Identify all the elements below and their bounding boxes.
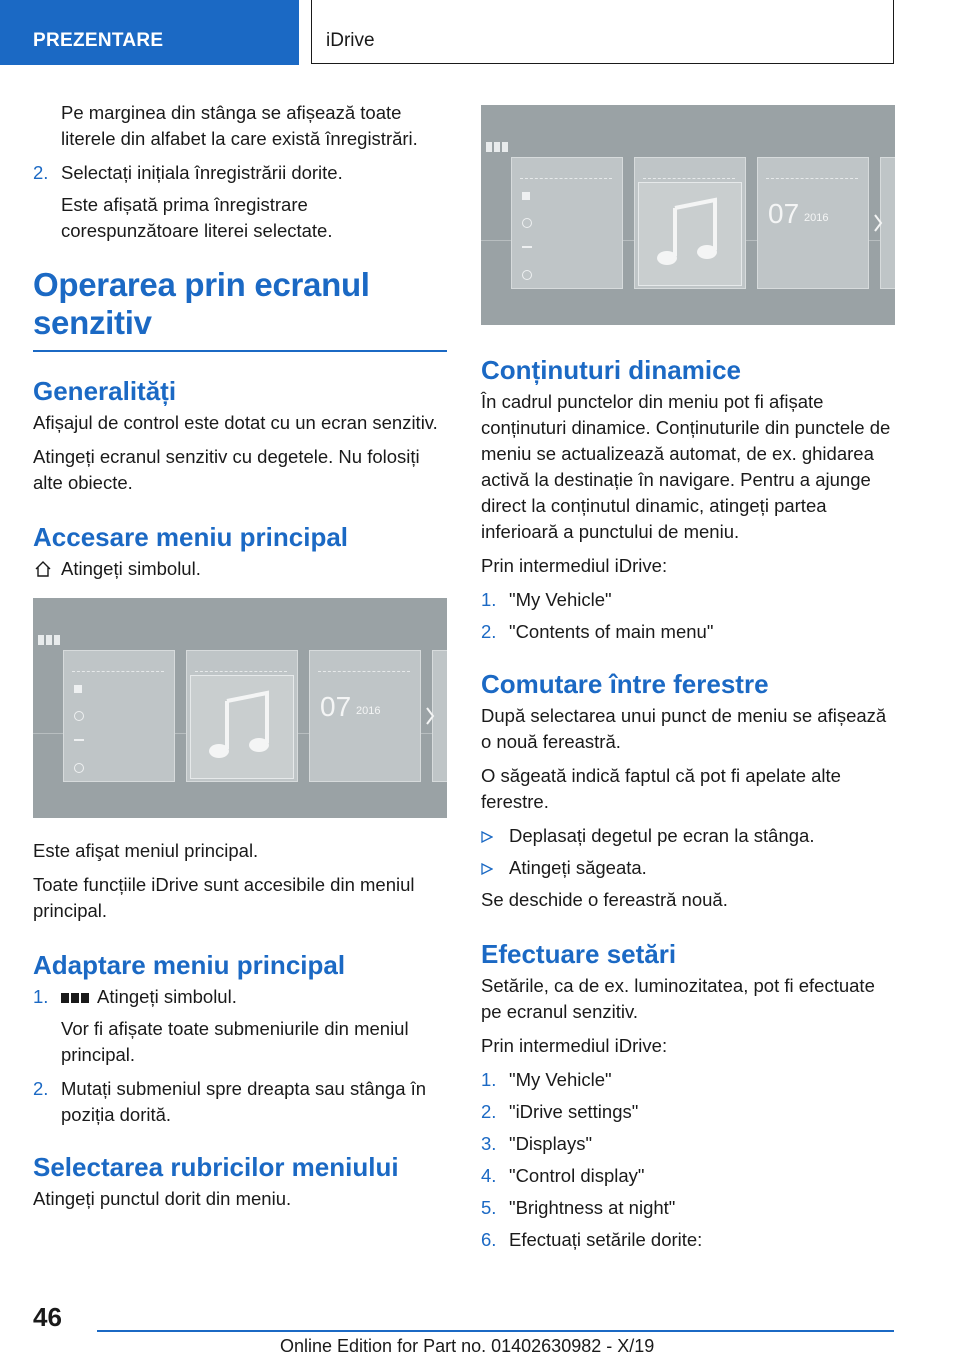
- right-column: [481, 105, 895, 1259]
- adapt-step-1-detail: Vor fi afișate toate submeniurile din meniul principal.: [61, 1017, 409, 1065]
- edition-text: Online Edition for Part no. 01402630982 - X/19: [280, 1336, 655, 1356]
- tile-year: 07: [320, 690, 352, 722]
- music-note-icon: [645, 188, 735, 278]
- dynamic-content-text: În cadrul punctelor din meniu pot fi afișate conținuturi dinamice. Conținuturile din punctele de meniu se actualizează automat, de ex. ghidarea activă la destinație în navigare. Pentru a ajunge direct la conținutul dinamic, atingeți partea inferioară a punctului de meniu.: [481, 391, 891, 542]
- settings-text: Setările, ca de ex. luminozitatea, pot fi efectuate pe ecranul senzitiv.: [481, 975, 875, 1022]
- step-2: 2. Selectați inițiala înregistrării dorite.: [33, 162, 343, 183]
- general-p1: Afișajul de control este dotat cu un ecran senzitiv.: [33, 411, 438, 433]
- settings-list-item: 1. "My Vehicle": [481, 1069, 612, 1090]
- tile-year: 07: [768, 198, 800, 229]
- heading-rule: [33, 350, 447, 352]
- info-tile: [757, 157, 869, 289]
- via-idrive-2: Prin intermediul iDrive:: [481, 1035, 668, 1056]
- media-tile: [186, 650, 298, 782]
- music-note-icon: [197, 681, 287, 771]
- main-heading: Operarea prin ecranul senzitiv: [33, 266, 370, 341]
- tile-year-small: 2016: [356, 704, 381, 717]
- bullet-item: Atingeți săgeata.: [481, 855, 895, 881]
- select-items-text: Atingeți punctul dorit din meniu.: [33, 1187, 292, 1209]
- vehicle-tile: [63, 650, 175, 782]
- chapter-title: iDrive: [326, 30, 375, 51]
- triangle-bullet-icon: [481, 863, 493, 875]
- dyn-list-item: 1. "My Vehicle": [481, 589, 612, 610]
- vehicle-tile: [511, 157, 623, 289]
- footer-rule: [97, 1330, 894, 1332]
- section-title: PREZENTARE: [33, 30, 164, 51]
- menu-grid-icon: [486, 139, 508, 155]
- info-tile: [309, 650, 421, 782]
- adapt-step-2: 2. Mutați submeniul spre dreapta sau stânga în poziția dorită.: [33, 1077, 427, 1125]
- section-dynamic-content: Conținuturi dinamice: [481, 355, 741, 385]
- section-general: Generalități: [33, 375, 177, 406]
- home-instruction: Atingeți simbolul.: [33, 556, 447, 582]
- chapter-tab: [311, 0, 894, 64]
- dynamic-content-screenshot: [481, 105, 895, 325]
- section-access-menu: Accesare meniu principal: [33, 521, 349, 552]
- triangle-bullet-icon: [481, 831, 493, 843]
- switch-windows-p2: O săgeată indică faptul că pot fi apelate alte ferestre.: [481, 765, 841, 812]
- bullet-item: Deplasați degetul pe ecran la stânga.: [481, 823, 895, 849]
- section-select-items: Selectarea rubricilor meniului: [33, 1151, 399, 1182]
- section-settings: Efectuare setări: [481, 939, 677, 969]
- chevron-right-icon: [873, 213, 883, 233]
- intro-text: Pe marginea din stânga se afișează toate literele din alfabet la care există înregistrări.: [61, 102, 418, 149]
- settings-list-item: 5. "Brightness at night": [481, 1197, 676, 1218]
- media-tile: [634, 157, 746, 289]
- general-p2: Atingeți ecranul senzitiv cu degetele. Nu folosiți alte obiecte.: [33, 445, 420, 493]
- main-menu-functions: Toate funcțiile iDrive sunt accesibile din meniul principal.: [33, 873, 415, 921]
- menu-grid-icon: [61, 989, 89, 1005]
- via-idrive: Prin intermediul iDrive:: [481, 555, 668, 576]
- adapt-step-1: 1. Atingeți simbolul.: [33, 985, 237, 1007]
- settings-list-item: 3. "Displays": [481, 1133, 593, 1154]
- step-2-detail: Este afișată prima înregistrare corespunzătoare literei selectate.: [61, 194, 333, 241]
- main-menu-shown: Este afişat meniul principal.: [33, 839, 259, 861]
- chevron-right-icon: [425, 706, 435, 726]
- left-column: [33, 100, 447, 1220]
- page-number: 46: [33, 1302, 62, 1332]
- switch-windows-p1: După selectarea unui punct de meniu se afișează o nouă fereastră.: [481, 705, 887, 752]
- settings-list-item: 2. "iDrive settings": [481, 1101, 639, 1122]
- dyn-list-item: 2. "Contents of main menu": [481, 621, 714, 642]
- section-tab: [0, 0, 299, 65]
- main-menu-screenshot: [33, 598, 447, 818]
- tile-year-small: 2016: [804, 212, 829, 224]
- home-icon: [33, 559, 53, 579]
- settings-list-item: 6. Efectuați setările dorite:: [481, 1229, 703, 1250]
- section-adapt-menu: Adaptare meniu principal: [33, 949, 346, 980]
- switch-windows-p3: Se deschide o fereastră nouă.: [481, 889, 728, 910]
- section-switch-windows: Comutare între ferestre: [481, 669, 769, 699]
- menu-grid-icon: [38, 632, 60, 648]
- settings-list-item: 4. "Control display": [481, 1165, 645, 1186]
